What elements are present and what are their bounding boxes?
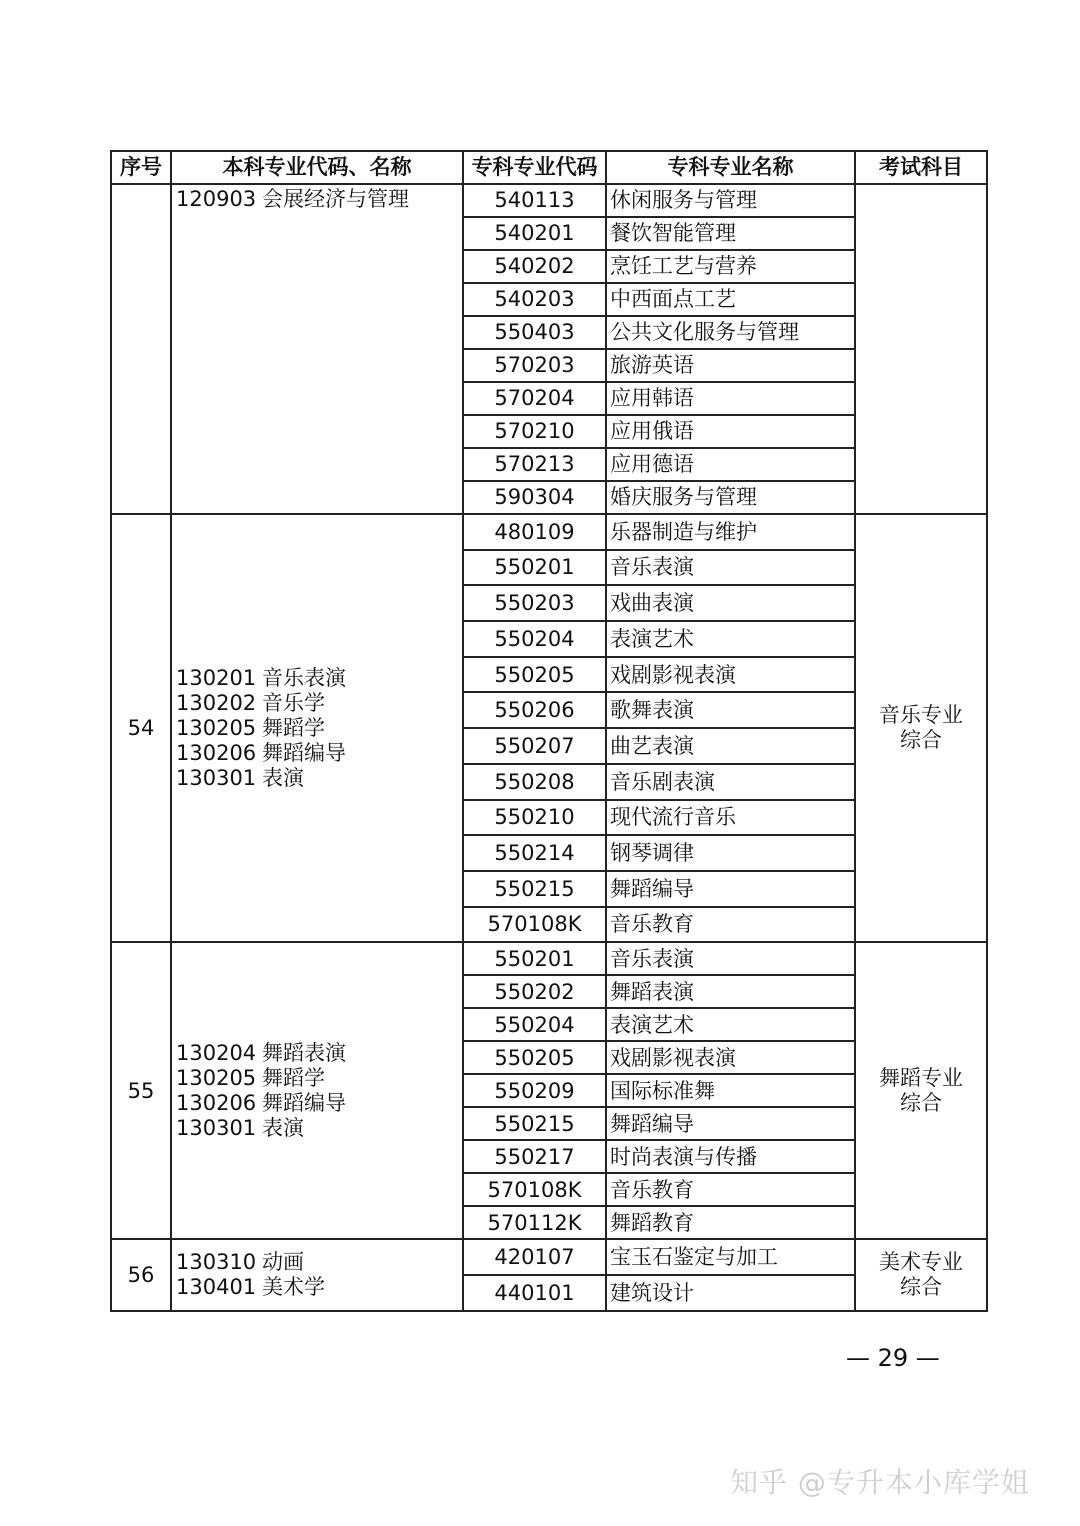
college-name: 音乐教育 xyxy=(606,907,855,943)
college-name: 婚庆服务与管理 xyxy=(606,481,855,514)
college-name: 国际标准舞 xyxy=(606,1074,855,1107)
college-name: 应用韩语 xyxy=(606,382,855,415)
college-name: 舞蹈教育 xyxy=(606,1206,855,1239)
college-name: 休闲服务与管理 xyxy=(606,184,855,217)
college-code: 570203 xyxy=(463,349,606,382)
college-code: 540202 xyxy=(463,250,606,283)
undergrad-code: 130204 xyxy=(176,1040,257,1065)
college-code: 550209 xyxy=(463,1074,606,1107)
college-code: 550215 xyxy=(463,1107,606,1140)
college-code: 570108K xyxy=(463,1173,606,1206)
undergrad-major xyxy=(176,1250,462,1275)
undergrad-name: 表演 xyxy=(262,1115,304,1140)
undergrad-major xyxy=(176,1041,462,1066)
undergrad-code: 130205 xyxy=(176,1065,257,1090)
undergrad-name: 舞蹈学 xyxy=(262,715,325,740)
college-name: 歌舞表演 xyxy=(606,692,855,728)
exam-subject: 舞蹈专业 综合 xyxy=(855,942,987,1239)
college-name: 宝玉石鉴定与加工 xyxy=(606,1239,855,1275)
undergrad-major xyxy=(176,766,462,791)
college-code: 540203 xyxy=(463,283,606,316)
college-name: 时尚表演与传播 xyxy=(606,1140,855,1173)
college-code: 550204 xyxy=(463,621,606,657)
undergrad-major xyxy=(176,1116,462,1141)
undergrad-cell xyxy=(171,942,463,1239)
header-name: 专科专业名称 xyxy=(606,151,855,184)
college-code: 550201 xyxy=(463,942,606,975)
college-name: 应用俄语 xyxy=(606,415,855,448)
undergrad-code: 130201 xyxy=(176,665,257,690)
undergrad-major xyxy=(176,1066,462,1091)
college-code: 550205 xyxy=(463,657,606,693)
college-name: 音乐剧表演 xyxy=(606,764,855,800)
college-name: 公共文化服务与管理 xyxy=(606,316,855,349)
college-name: 舞蹈编导 xyxy=(606,871,855,907)
college-code: 550203 xyxy=(463,585,606,621)
page-number: — 29 — xyxy=(846,1344,940,1372)
undergrad-major xyxy=(176,666,462,691)
college-code: 440101 xyxy=(463,1275,606,1311)
undergrad-code: 130401 xyxy=(176,1275,257,1300)
college-code: 550202 xyxy=(463,975,606,1008)
undergrad-name: 美术学 xyxy=(262,1275,325,1300)
undergrad-name: 会展经济与管理 xyxy=(262,187,409,211)
watermark: 知乎 @专升本小库学姐 xyxy=(730,1466,1030,1499)
college-code: 550215 xyxy=(463,871,606,907)
undergrad-major xyxy=(176,716,462,741)
college-name: 戏剧影视表演 xyxy=(606,657,855,693)
college-code: 480109 xyxy=(463,514,606,550)
college-code: 550205 xyxy=(463,1041,606,1074)
undergrad-major xyxy=(176,741,462,766)
college-code: 570108K xyxy=(463,907,606,943)
college-code: 540201 xyxy=(463,217,606,250)
seq-cell: 56 xyxy=(111,1239,171,1311)
header-exam: 考试科目 xyxy=(855,151,987,184)
undergrad-major xyxy=(176,1275,462,1300)
college-code: 550210 xyxy=(463,800,606,836)
undergrad-name: 舞蹈表演 xyxy=(262,1040,346,1065)
college-name: 应用德语 xyxy=(606,448,855,481)
undergrad-code: 130310 xyxy=(176,1250,257,1275)
college-code: 550206 xyxy=(463,692,606,728)
table-row xyxy=(111,942,987,975)
undergrad-cell xyxy=(171,514,463,942)
undergrad-code: 130301 xyxy=(176,765,257,790)
college-code: 550403 xyxy=(463,316,606,349)
exam-subject: 音乐专业 综合 xyxy=(855,514,987,942)
college-name: 钢琴调律 xyxy=(606,835,855,871)
college-code: 570204 xyxy=(463,382,606,415)
college-code: 570112K xyxy=(463,1206,606,1239)
college-name: 旅游英语 xyxy=(606,349,855,382)
college-name: 曲艺表演 xyxy=(606,728,855,764)
college-name: 舞蹈表演 xyxy=(606,975,855,1008)
college-code: 550201 xyxy=(463,550,606,586)
major-table xyxy=(110,150,988,1312)
college-code: 550204 xyxy=(463,1008,606,1041)
header-seq: 序号 xyxy=(111,151,171,184)
college-name: 表演艺术 xyxy=(606,1008,855,1041)
college-name: 音乐表演 xyxy=(606,550,855,586)
college-name: 戏曲表演 xyxy=(606,585,855,621)
college-code: 590304 xyxy=(463,481,606,514)
header-undergrad: 本科专业代码、名称 xyxy=(171,151,463,184)
college-code: 550217 xyxy=(463,1140,606,1173)
table-body xyxy=(111,184,987,1311)
undergrad-name: 舞蹈编导 xyxy=(262,740,346,765)
table-row xyxy=(111,1239,987,1275)
seq-cell xyxy=(111,184,171,514)
college-name: 现代流行音乐 xyxy=(606,800,855,836)
college-code: 570210 xyxy=(463,415,606,448)
college-code: 550214 xyxy=(463,835,606,871)
college-name: 音乐表演 xyxy=(606,942,855,975)
undergrad-cell xyxy=(171,184,463,514)
college-name: 舞蹈编导 xyxy=(606,1107,855,1140)
college-name: 戏剧影视表演 xyxy=(606,1041,855,1074)
college-code: 550208 xyxy=(463,764,606,800)
college-name: 表演艺术 xyxy=(606,621,855,657)
seq-cell: 54 xyxy=(111,514,171,942)
college-name: 餐饮智能管理 xyxy=(606,217,855,250)
undergrad-name: 舞蹈编导 xyxy=(262,1090,346,1115)
college-code: 540113 xyxy=(463,184,606,217)
college-name: 烹饪工艺与营养 xyxy=(606,250,855,283)
header-row xyxy=(111,151,987,184)
header-code: 专科专业代码 xyxy=(463,151,606,184)
exam-subject xyxy=(855,184,987,514)
undergrad-code: 130202 xyxy=(176,690,257,715)
exam-subject: 美术专业 综合 xyxy=(855,1239,987,1311)
undergrad-code: 130206 xyxy=(176,1090,257,1115)
undergrad-name: 音乐表演 xyxy=(262,665,346,690)
college-name: 音乐教育 xyxy=(606,1173,855,1206)
undergrad-major xyxy=(176,1091,462,1116)
undergrad-code: 120903 xyxy=(176,187,257,211)
undergrad-cell xyxy=(171,1239,463,1311)
college-code: 550207 xyxy=(463,728,606,764)
college-name: 中西面点工艺 xyxy=(606,283,855,316)
undergrad-name: 动画 xyxy=(262,1250,304,1275)
undergrad-name: 表演 xyxy=(262,765,304,790)
undergrad-major xyxy=(176,691,462,716)
undergrad-code: 130301 xyxy=(176,1115,257,1140)
seq-cell: 55 xyxy=(111,942,171,1239)
undergrad-code: 130206 xyxy=(176,740,257,765)
college-name: 建筑设计 xyxy=(606,1275,855,1311)
college-name: 乐器制造与维护 xyxy=(606,514,855,550)
undergrad-code: 130205 xyxy=(176,715,257,740)
table-row xyxy=(111,184,987,217)
table-row xyxy=(111,514,987,550)
undergrad-name: 舞蹈学 xyxy=(262,1065,325,1090)
undergrad-major xyxy=(176,187,462,212)
college-code: 570213 xyxy=(463,448,606,481)
undergrad-name: 音乐学 xyxy=(262,690,325,715)
college-code: 420107 xyxy=(463,1239,606,1275)
